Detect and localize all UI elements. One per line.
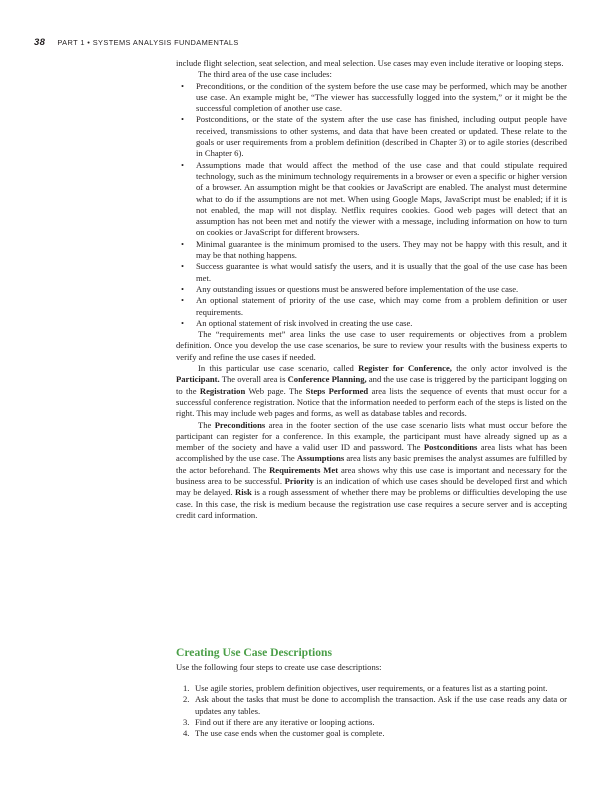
term-preconditions: Preconditions <box>214 419 266 430</box>
use-case-bullet-list <box>176 81 567 330</box>
bullet-assumptions: • Assumptions made that would affect the method of the use case and that could stipulate required technology, such as the minimum technology requirements in a browser or even a specific or higher version of a browser. An assumption might be that cookies or JavaScript are enabled. The analyst must determine what to do if the assumptions are not met. When using Google Maps, JavaScript must be enabled; if it is not enabled, the map will not display. Netflix requires cookies. Good web pages will detect that an assumption has not been met and notify the viewer with a message, including information on how to turn on cookies or JavaScript for different browsers. <box>176 160 567 239</box>
bullet-minimal-guarantee: • Minimal guarantee is the minimum promised to the users. They may not be happy with this result, and it may be that nothing happens. <box>176 239 567 262</box>
page-number: 38 <box>34 37 46 48</box>
bullet-priority: • An optional statement of priority of the use case, which may come from a problem definition or user requirements. <box>176 295 567 318</box>
part-title: PART 1 • SYSTEMS ANALYSIS FUNDAMENTALS <box>57 38 239 47</box>
term-register-for-conference: Register for Conference, <box>358 363 452 374</box>
preconditions-paragraph: The Preconditions area in the footer section of the use case scenario lists what must occur before the participant can register for a conference. In this example, the participant must have already signed up as a member of the society and have a valid user ID and password. The Postconditions area lists what has been accomplished by the use case. The Assumptions area lists any basic premises the analyst assumes are fulfilled by the actor beforehand. The Requirements Met area shows why this use case is important and necessary for the business area to be successful. Priority is an indication of which use cases should be developed first and which may be delayed. Risk is a rough assessment of whether there may be problems or difficulties developing the use case. In this case, the risk is medium because the registration use case requires a secure server and is accepting credit card information. <box>176 419 567 520</box>
term-steps-performed: Steps Performed <box>305 385 369 396</box>
term-assumptions: Assumptions <box>296 453 345 464</box>
steps-list <box>176 683 567 739</box>
term-participant: Participant. <box>176 374 220 385</box>
term-registration: Registration <box>199 385 246 396</box>
bullet-outstanding-issues: • Any outstanding issues or questions must be answered before implementation of the use case. <box>176 284 567 295</box>
term-risk: Risk <box>235 487 252 498</box>
step-item: 4. The use case ends when the customer goal is complete. <box>183 728 385 739</box>
bullet-postconditions: • Postconditions, or the state of the system after the use case has finished, including output people have received, transmissions to other systems, and data that have been created or updated. These relate to the goals or user requirements from a problem definition (described in Chapter 3) or to agile stories (described in Chapter 6). <box>176 114 567 159</box>
body-text-top <box>176 58 567 521</box>
section-intro: Use the following four steps to create use case descriptions: <box>176 662 382 672</box>
requirements-met-paragraph: The “requirements met” area links the use case to user requirements or objectives from a problem definition. Once you develop the use case scenarios, be sure to review your results with the business experts to verify and refine the use cases if needed. <box>176 329 567 362</box>
term-requirements-met: Requirements Met <box>269 464 339 475</box>
bullet-success-guarantee: • Success guarantee is what would satisfy the users, and it is usually that the goal of the use case has been met. <box>176 261 567 284</box>
bullet-preconditions: • Preconditions, or the condition of the system before the use case may be performed, which may be another use case. An example might be, “The viewer has successfully logged into the system,” or it might be the successful completion of another use case. <box>176 81 567 115</box>
step-item: 2. Ask about the tasks that must be done to accomplish the transaction. Ask if the use case reads any data or updates any tables. <box>183 694 567 716</box>
scenario-paragraph: In this particular use case scenario, called Register for Conference, the only actor involved is the Participant. The overall area is Conference Planning, and the use case is triggered by the participant logging on to the Registration Web page. The Steps Performed area lists the sequence of events that must occur for a successful conference registration. Notice that the information needed to perform each of the steps is listed on the right. This may include web pages and forms, as well as database tables and records. <box>176 363 568 419</box>
continuation-paragraph: include flight selection, seat selection, and meal selection. Use cases may even include iterative or looping steps. <box>176 58 564 68</box>
step-item: 3. Find out if there are any iterative or looping actions. <box>183 716 375 727</box>
section-heading: Creating Use Case Descriptions <box>176 646 332 659</box>
third-area-lead: The third area of the use case includes: <box>198 69 332 80</box>
term-postconditions: Postconditions <box>423 442 478 453</box>
term-conference-planning: Conference Planning, <box>287 374 367 385</box>
running-header <box>34 37 239 48</box>
bullet-risk: • An optional statement of risk involved in creating the use case. <box>176 318 567 329</box>
step-item: 1. Use agile stories, problem definition objectives, user requirements, or a features list as a starting point. <box>183 683 548 693</box>
term-priority: Priority <box>284 475 314 486</box>
